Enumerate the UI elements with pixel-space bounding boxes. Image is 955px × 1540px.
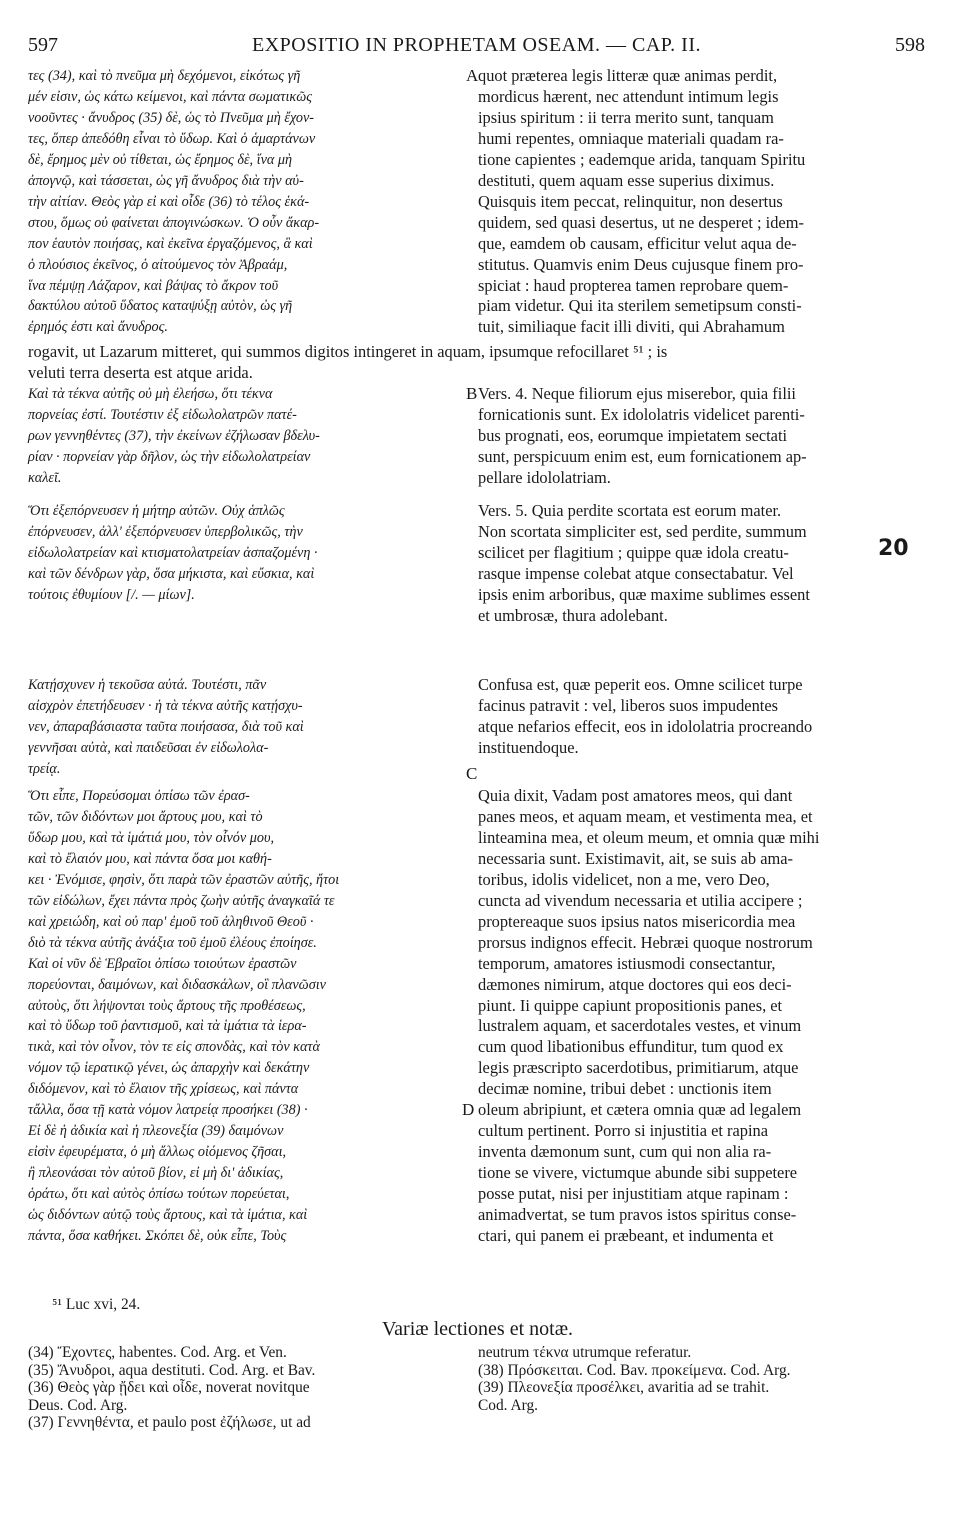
- latin-line: humi repentes, omniaque materiali quadam ra-: [478, 128, 784, 148]
- latin-line: fornicationis sunt. Ex idololatris videlicet parenti-: [478, 404, 805, 424]
- greek-line: τὴν αἰτίαν. Θεὸς γὰρ εἰ καὶ οἶδε (36) τὸ τέλος ἑκά-: [28, 193, 310, 210]
- running-title: EXPOSITIO IN PROPHETAM OSEAM. — CAP. II.: [252, 34, 701, 56]
- note-line: neutrum τέκνα utrumque referatur.: [478, 1344, 692, 1361]
- latin-line: inventa dæmonum sunt, cum qui non alia ra-: [478, 1142, 772, 1162]
- greek-line: Κατῄσχυνεν ἡ τεκοῦσα αὐτά. Τουτέστι, πᾶν: [28, 677, 267, 693]
- latin-line: sunt, perspicuum enim est, eum fornicationem ap-: [478, 446, 807, 466]
- greek-line: διὸ τὰ τέκνα αὐτῆς ἀνάξια τοῦ ἐμοῦ ἐλέους ἐποίησε.: [28, 934, 317, 951]
- latin-line: temporum, amatores istiusmodi consectantur,: [478, 953, 776, 973]
- greek-line: μέν εἰσιν, ὡς κάτω κείμενοι, καὶ πάντα σωματικῶς: [28, 88, 312, 105]
- latin-section-b: [478, 384, 924, 626]
- section-marker-b: B: [466, 384, 478, 403]
- latin-line: quot præterea legis litteræ quæ animas perdit,: [478, 66, 778, 85]
- latin-line: toribus, idolis videlicet, non a me, vero Deo,: [478, 869, 770, 889]
- latin-line: et umbrosæ, thura adolebant.: [478, 605, 668, 625]
- latin-line: instituendoque.: [478, 737, 579, 757]
- greek-line: καὶ τὸ ἔλαιόν μου, καὶ πάντα ὅσα μοι καθή-: [28, 850, 272, 867]
- full-width-line: rogavit, ut Lazarum mitteret, qui summos digitos intingeret in aquam, ipsumque refocillaret ⁵¹ ; is: [28, 342, 668, 361]
- latin-line: ipsis enim arboribus, quæ maxime sublimes essent: [478, 584, 810, 604]
- note-line: (37) Γεννηθέντα, et paulo post ἐζήλωσε, ut ad: [28, 1414, 311, 1431]
- section-marker-d: D: [462, 1100, 475, 1119]
- greek-line: καλεῖ.: [28, 469, 62, 486]
- greek-line: πον ἑαυτὸν ποιήσας, καὶ ἐκεῖνα ἐργαζόμενος, ἃ καὶ: [28, 235, 313, 252]
- greek-line: ὁ πλούσιος ἐκεῖνος, ὁ αἰτούμενος τὸν Ἀβραάμ,: [28, 256, 288, 273]
- greek-line: ἀπογνῷ, καὶ τάσσεται, ὡς γῆ ἄνυδρος διὰ τὴν αὐ-: [28, 172, 304, 189]
- latin-line: Vers. 5. Quia perdite scortata est eorum mater.: [478, 500, 782, 520]
- greek-line: ὁράτω, ὅτι καὶ αὐτὸς ὀπίσω τούτων πορεύεται,: [28, 1186, 290, 1203]
- notes-title: Variæ lectiones et notæ.: [381, 1318, 574, 1340]
- latin-line: Confusa est, quæ peperit eos. Omne scilicet turpe: [478, 675, 803, 694]
- latin-line: que, eamdem ob causam, efficitur velut aqua de-: [478, 233, 797, 253]
- greek-line: αὐτοὺς, ὅτι λήψονται τοὺς ἄρτους τῆς προθέσεως,: [28, 997, 306, 1014]
- greek-line: νεν, ἀπαραβάσιαστα ταῦτα ποιήσασα, διὰ τοῦ καὶ: [28, 718, 304, 735]
- greek-line: πορνείας ἐστί. Τουτέστιν ἐξ εἰδωλολατρῶν πατέ-: [28, 406, 297, 423]
- latin-line: legis præscripto sacerdotibus, primitiarum, atque: [478, 1058, 799, 1078]
- latin-line: Quia dixit, Vadam post amatores meos, qui dant: [478, 786, 793, 805]
- latin-line: panes meos, et aquam meam, et vestimenta mea, et: [478, 806, 813, 826]
- latin-line: linteamina mea, et oleum meum, et omnia quæ mihi: [478, 827, 820, 847]
- greek-line: δὲ, ἔρημος μὲν οὐ τίθεται, ὡς ἔρημος δὲ, ἵνα μὴ: [28, 151, 293, 168]
- greek-line: τες, ὅπερ ἀπεδόθη εἶναι τὸ ὕδωρ. Καὶ ὁ ἁμαρτάνων: [28, 130, 316, 147]
- greek-line: ὡς διδόντων αὐτῷ τοὺς ἄρτους, καὶ τὰ ἱμάτια, καὶ: [28, 1207, 308, 1224]
- latin-line: dæmones nimirum, atque doctores qui eos deci-: [478, 974, 792, 994]
- margin-number: 20: [878, 536, 909, 561]
- greek-line: ρίαν · πορνείαν γὰρ δῆλον, ὡς τὴν εἰδωλολατρείαν: [28, 448, 311, 465]
- latin-line: decimæ nomine, tribui debet : unctionis item: [478, 1079, 772, 1099]
- greek-line: τῶν, τῶν διδόντων μοι ἄρτους μου, καὶ τὸ: [28, 808, 263, 825]
- greek-line: ἢ πλεονάσαι τὸν αὐτοῦ βίον, εἰ μὴ δι' ἀδικίας,: [28, 1165, 284, 1182]
- greek-line: καὶ τὸ ὕδωρ τοῦ ῥαντισμοῦ, καὶ τὰ ἱμάτια τὰ ἱερα-: [28, 1018, 307, 1035]
- greek-line: Εἰ δὲ ἡ ἀδικία καὶ ἡ πλεονεξία (39) δαιμόνων: [28, 1123, 284, 1140]
- greek-line: Ὅτι εἶπε, Πορεύσομαι ὀπίσω τῶν ἐρασ-: [28, 788, 250, 804]
- latin-line: piunt. Ii quippe capiunt propositionis panes, et: [478, 995, 783, 1015]
- greek-line: Ὅτι ἐξεπόρνευσεν ἡ μήτηρ αὐτῶν. Οὐχ ἁπλῶς: [28, 502, 285, 519]
- greek-line: εἰδωλολατρείαν καὶ κτισματολατρείαν ἀσπαζομένη ·: [28, 544, 318, 561]
- page-number-left: 597: [28, 34, 58, 56]
- greek-line: δακτύλου αὐτοῦ ὕδατος καταψύξῃ αὐτὸν, ὡς γῆ: [28, 298, 293, 315]
- latin-line: spiciat : haud propterea tamen reprobare quem-: [478, 275, 789, 295]
- latin-line: necessaria sunt. Existimavit, ait, se suis ab ama-: [478, 848, 793, 868]
- greek-line: καὶ τῶν δένδρων γὰρ, ὅσα μήκιστα, καὶ εὔσκια, καὶ: [28, 565, 315, 582]
- latin-line: piam videtur. Qui ita sterilem semetipsum consti-: [478, 296, 802, 316]
- note-line: (39) Πλεονεξία προσέλκει, avaritia ad se trahit.: [478, 1379, 770, 1396]
- latin-line: atque nefarios effecit, eos in idololatria procreando: [478, 716, 813, 736]
- latin-line: rasque impense colebat atque consectabatur. Vel: [478, 563, 794, 583]
- note-line: Deus. Cod. Arg.: [28, 1396, 128, 1414]
- greek-line: νοοῦντες · ἄνυδρος (35) δὲ, ὡς τὸ Πνεῦμα μὴ ἔχον-: [28, 109, 315, 126]
- latin-line: pellare idololatriam.: [478, 467, 611, 487]
- greek-line: αἰσχρὸν ἐπετήδευσεν · ἡ τὰ τέκνα αὐτῆς κατῄσχυ-: [28, 697, 303, 714]
- greek-line: γεννῆσαι αὐτὰ, καὶ παιδεῦσαι ἐν εἰδωλολα-: [28, 739, 269, 756]
- latin-line: ipsius spiritum : ii terra merito sunt, tanquam: [478, 107, 774, 127]
- footnote: ⁵¹ Luc xvi, 24.: [52, 1296, 141, 1313]
- full-width-line: veluti terra deserta est atque arida.: [28, 363, 253, 382]
- section-marker-a: A: [466, 66, 479, 85]
- latin-section-a: [478, 66, 924, 338]
- greek-line: ἐπόρνευσεν, ἀλλ' ἐξεπόρνευσεν ὑπερβολικῶς, τὴν: [28, 523, 303, 540]
- greek-line: τῶν εἰδώλων, ἔχει πάντα πρὸς ζωὴν αὐτῆς ἀναγκαῖά τε: [28, 892, 335, 909]
- latin-line: scilicet per flagitium ; quippe quæ idola creatu-: [478, 542, 789, 562]
- greek-line: τικὰ, καὶ τὸν οἶνον, τὸν τε εἰς σπονδὰς, καὶ τὸν κατὰ: [28, 1039, 320, 1056]
- greek-line: εἰσὶν ἐφευρέματα, ὁ μὴ ἄλλως οἰόμενος ζῆσαι,: [28, 1144, 287, 1161]
- note-line: (38) Πρόσκειται. Cod. Bav. προκείμενα. Cod. Arg.: [478, 1361, 791, 1379]
- latin-line: Vers. 4. Neque filiorum ejus miserebor, quia filii: [478, 384, 796, 403]
- latin-section-d: [478, 786, 924, 1247]
- section-marker-c: C: [466, 764, 478, 783]
- latin-line: lustralem aquam, et sacerdotales vestes, et vinum: [478, 1016, 802, 1036]
- latin-line: cultum pertinent. Porro si injustitia et rapina: [478, 1121, 768, 1141]
- greek-line: ἐρημός ἐστι καὶ ἄνυδρος.: [28, 319, 168, 336]
- greek-line: ἵνα πέμψῃ Λάζαρον, καὶ βάψας τὸ ἄκρον τοῦ: [28, 277, 279, 294]
- latin-line: stitutus. Quamvis enim Deus cujusque finem pro-: [478, 254, 804, 274]
- greek-line: κει · Ἐνόμισε, φησὶν, ὅτι παρὰ τῶν ἐραστῶν αὐτῆς, ἤτοι: [28, 871, 340, 888]
- latin-line: tione capientes ; eademque arida, tanquam Spiritu: [478, 149, 806, 169]
- latin-line: cum quod libationibus effunditur, tum quod ex: [478, 1037, 784, 1057]
- greek-line: τες (34), καὶ τὸ πνεῦμα μὴ δεχόμενοι, εἰκότως γῆ: [28, 68, 301, 84]
- latin-line: prorsus indignos effecit. Hebræi quoque nostrorum: [478, 932, 813, 952]
- greek-line: πάντα, ὅσα καθήκει. Σκόπει δὲ, οὐκ εἶπε, Τοὺς: [28, 1228, 287, 1245]
- greek-section-c: [28, 675, 464, 780]
- latin-line: Quisquis item peccat, relinquitur, non desertus: [478, 191, 783, 211]
- latin-line: tuit, similiaque facit illi diviti, qui Abrahamum: [478, 317, 785, 337]
- latin-section-c: [478, 675, 924, 759]
- latin-line: bus prognati, eos, eorumque impietatem sectati: [478, 425, 788, 445]
- note-line: (36) Θεὸς γὰρ ᾔδει καὶ οἶδε, noverat novitque: [28, 1379, 310, 1396]
- latin-line: tione se vivere, victumque abunde sibi suppetere: [478, 1163, 798, 1183]
- latin-line: mordicus hærent, nec attendunt intimum legis: [478, 86, 779, 106]
- greek-line: ρων γεννηθέντες (37), τὴν ἐκείνων ἐζήλωσαν βδελυ-: [28, 427, 320, 444]
- latin-line: posse putat, nisi per injustitiam atque rapinam :: [478, 1184, 789, 1204]
- greek-line: Καὶ οἱ νῦν δὲ Ἑβραῖοι ὀπίσω τοιούτων ἐραστῶν: [28, 955, 297, 972]
- greek-line: στου, ὅμως οὐ φαίνεται ἀπογινώσκων. Ὁ οὖν ἄκαρ-: [28, 214, 320, 231]
- notes-right-column: [478, 1344, 924, 1414]
- greek-line: πορεύονται, δαιμόνων, καὶ διδασκάλων, οἳ πλανῶσιν: [28, 976, 326, 993]
- note-line: (34) Ἔχοντες, habentes. Cod. Arg. et Ven.: [28, 1344, 287, 1361]
- latin-line: cuncta ad vivendum necessaria et utilia accipere ;: [478, 890, 803, 910]
- note-line: (35) Ἄνυδροι, aqua destituti. Cod. Arg. et Bav.: [28, 1361, 316, 1379]
- greek-line: νόμον τῷ ἱερατικῷ γένει, ὡς ἀπαρχὴν καὶ δεκάτην: [28, 1060, 310, 1077]
- greek-line: ὕδωρ μου, καὶ τὰ ἱμάτιά μου, τὸν οἶνόν μου,: [28, 829, 275, 846]
- latin-line: Non scortata simpliciter est, sed perdite, summum: [478, 521, 807, 541]
- greek-section-b: [28, 384, 464, 606]
- greek-line: καὶ χρειώδη, καὶ οὐ παρ' ἐμοῦ τοῦ ἀληθινοῦ Θεοῦ ·: [28, 913, 314, 930]
- notes-left-column: [28, 1344, 468, 1432]
- latin-line: oleum abripiunt, et cætera omnia quæ ad legalem: [478, 1100, 802, 1120]
- latin-line: destituti, quem aquam esse superius diximus.: [478, 170, 775, 190]
- greek-section-a: [28, 66, 464, 338]
- greek-section-d: [28, 786, 464, 1247]
- greek-line: τρείᾳ.: [28, 760, 61, 777]
- latin-line: quidem, sed quasi desertus, ut ne desperet ; idem-: [478, 212, 804, 232]
- greek-line: τούτοις ἐθυμίουν [/. — μίων].: [28, 586, 195, 603]
- greek-line: Καὶ τὰ τέκνα αὐτῆς οὐ μὴ ἐλεήσω, ὅτι τέκνα: [28, 386, 273, 402]
- page-number-right: 598: [895, 34, 925, 56]
- greek-line: τἄλλα, ὅσα τῇ κατὰ νόμον λατρείᾳ προσήκει (38) ·: [28, 1102, 308, 1119]
- latin-line: ctari, qui panem ei præbeant, et indumenta et: [478, 1226, 774, 1246]
- latin-line: proptereaque suos ipsius natos misericordia mea: [478, 911, 796, 931]
- note-line: Cod. Arg.: [478, 1396, 539, 1414]
- latin-line: animadvertat, se tum pravos istos spiritus conse-: [478, 1205, 797, 1225]
- page-header: [28, 34, 925, 60]
- greek-line: διδόμενον, καὶ τὸ ἔλαιον τῆς χρίσεως, καὶ πάντα: [28, 1081, 299, 1098]
- latin-line: facinus patravit : vel, liberos suos impudentes: [478, 695, 778, 715]
